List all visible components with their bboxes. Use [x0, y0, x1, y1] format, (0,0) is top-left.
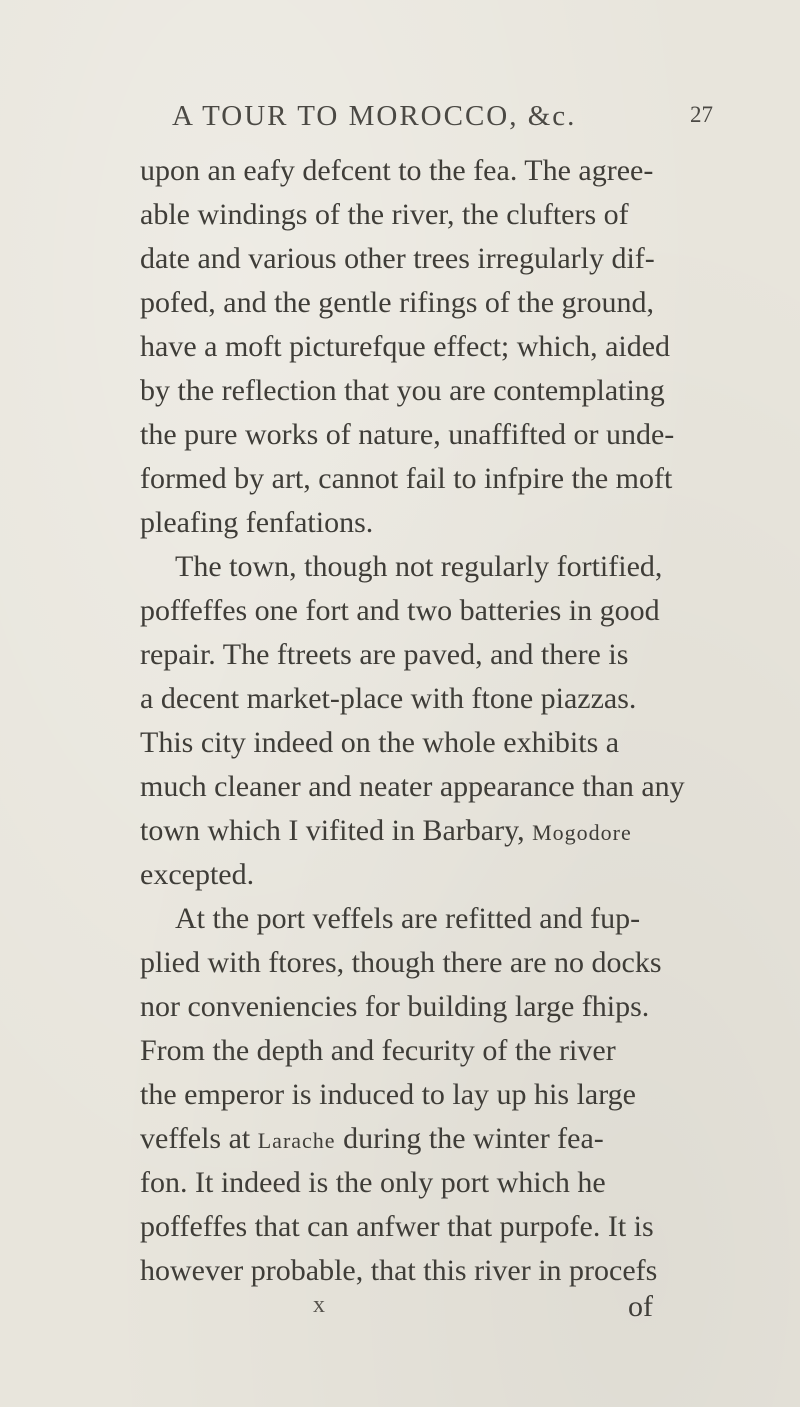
text-line: the pure works of nature, unaffifted or unde-	[140, 418, 675, 451]
signature-mark: x	[313, 1292, 325, 1318]
text-line: have a moft picturefque effect; which, aided	[140, 330, 671, 363]
text-line: repair. The ftreets are paved, and there is	[140, 638, 629, 671]
text-line: formed by art, cannot fail to infpire the moft	[140, 462, 673, 495]
text-line: upon an eafy defcent to the fea. The agree-	[140, 154, 654, 187]
text-line-start: town which I vifited in Barbary,	[140, 814, 533, 847]
text-line-end: during the winter fea-	[335, 1122, 604, 1155]
text-line: the emperor is induced to lay up his large	[140, 1078, 636, 1111]
text-line: From the depth and fecurity of the river	[140, 1034, 616, 1067]
text-line: pofed, and the gentle rifings of the ground,	[140, 286, 655, 319]
page-number: 27	[690, 102, 713, 127]
text-line: however probable, that this river in procefs	[140, 1254, 658, 1287]
place-name-mogodore: Mogodore	[532, 820, 632, 845]
text-line: pleafing fenfations.	[140, 506, 374, 539]
catchword: of	[628, 1290, 653, 1323]
running-title: A TOUR TO MOROCCO, &c.	[172, 100, 577, 132]
text-line: The town, though not regularly fortified,	[175, 550, 663, 583]
text-line: fon. It indeed is the only port which he	[140, 1166, 606, 1199]
text-line: nor conveniencies for building large fhips.	[140, 990, 650, 1023]
text-line: plied with ftores, though there are no docks	[140, 946, 662, 979]
text-line-start: veffels at	[140, 1122, 258, 1155]
text-line: This city indeed on the whole exhibits a	[140, 726, 620, 759]
text-line: At the port veffels are refitted and fup-	[175, 902, 641, 935]
text-line: a decent market-place with ftone piazzas.	[140, 682, 637, 715]
text-line	[140, 813, 632, 851]
text-line: much cleaner and neater appearance than any	[140, 770, 685, 803]
text-line: by the reflection that you are contemplating	[140, 374, 665, 407]
place-name-larache: Larache	[257, 1128, 336, 1153]
text-line	[140, 1121, 604, 1159]
text-line: date and various other trees irregularly dif-	[140, 242, 655, 275]
text-line: poffeffes one fort and two batteries in good	[140, 594, 660, 627]
text-line: able windings of the river, the clufters of	[140, 198, 629, 231]
running-header	[172, 100, 732, 133]
text-line: poffeffes that can anfwer that purpofe. It is	[140, 1210, 654, 1243]
text-line: excepted.	[140, 858, 255, 891]
